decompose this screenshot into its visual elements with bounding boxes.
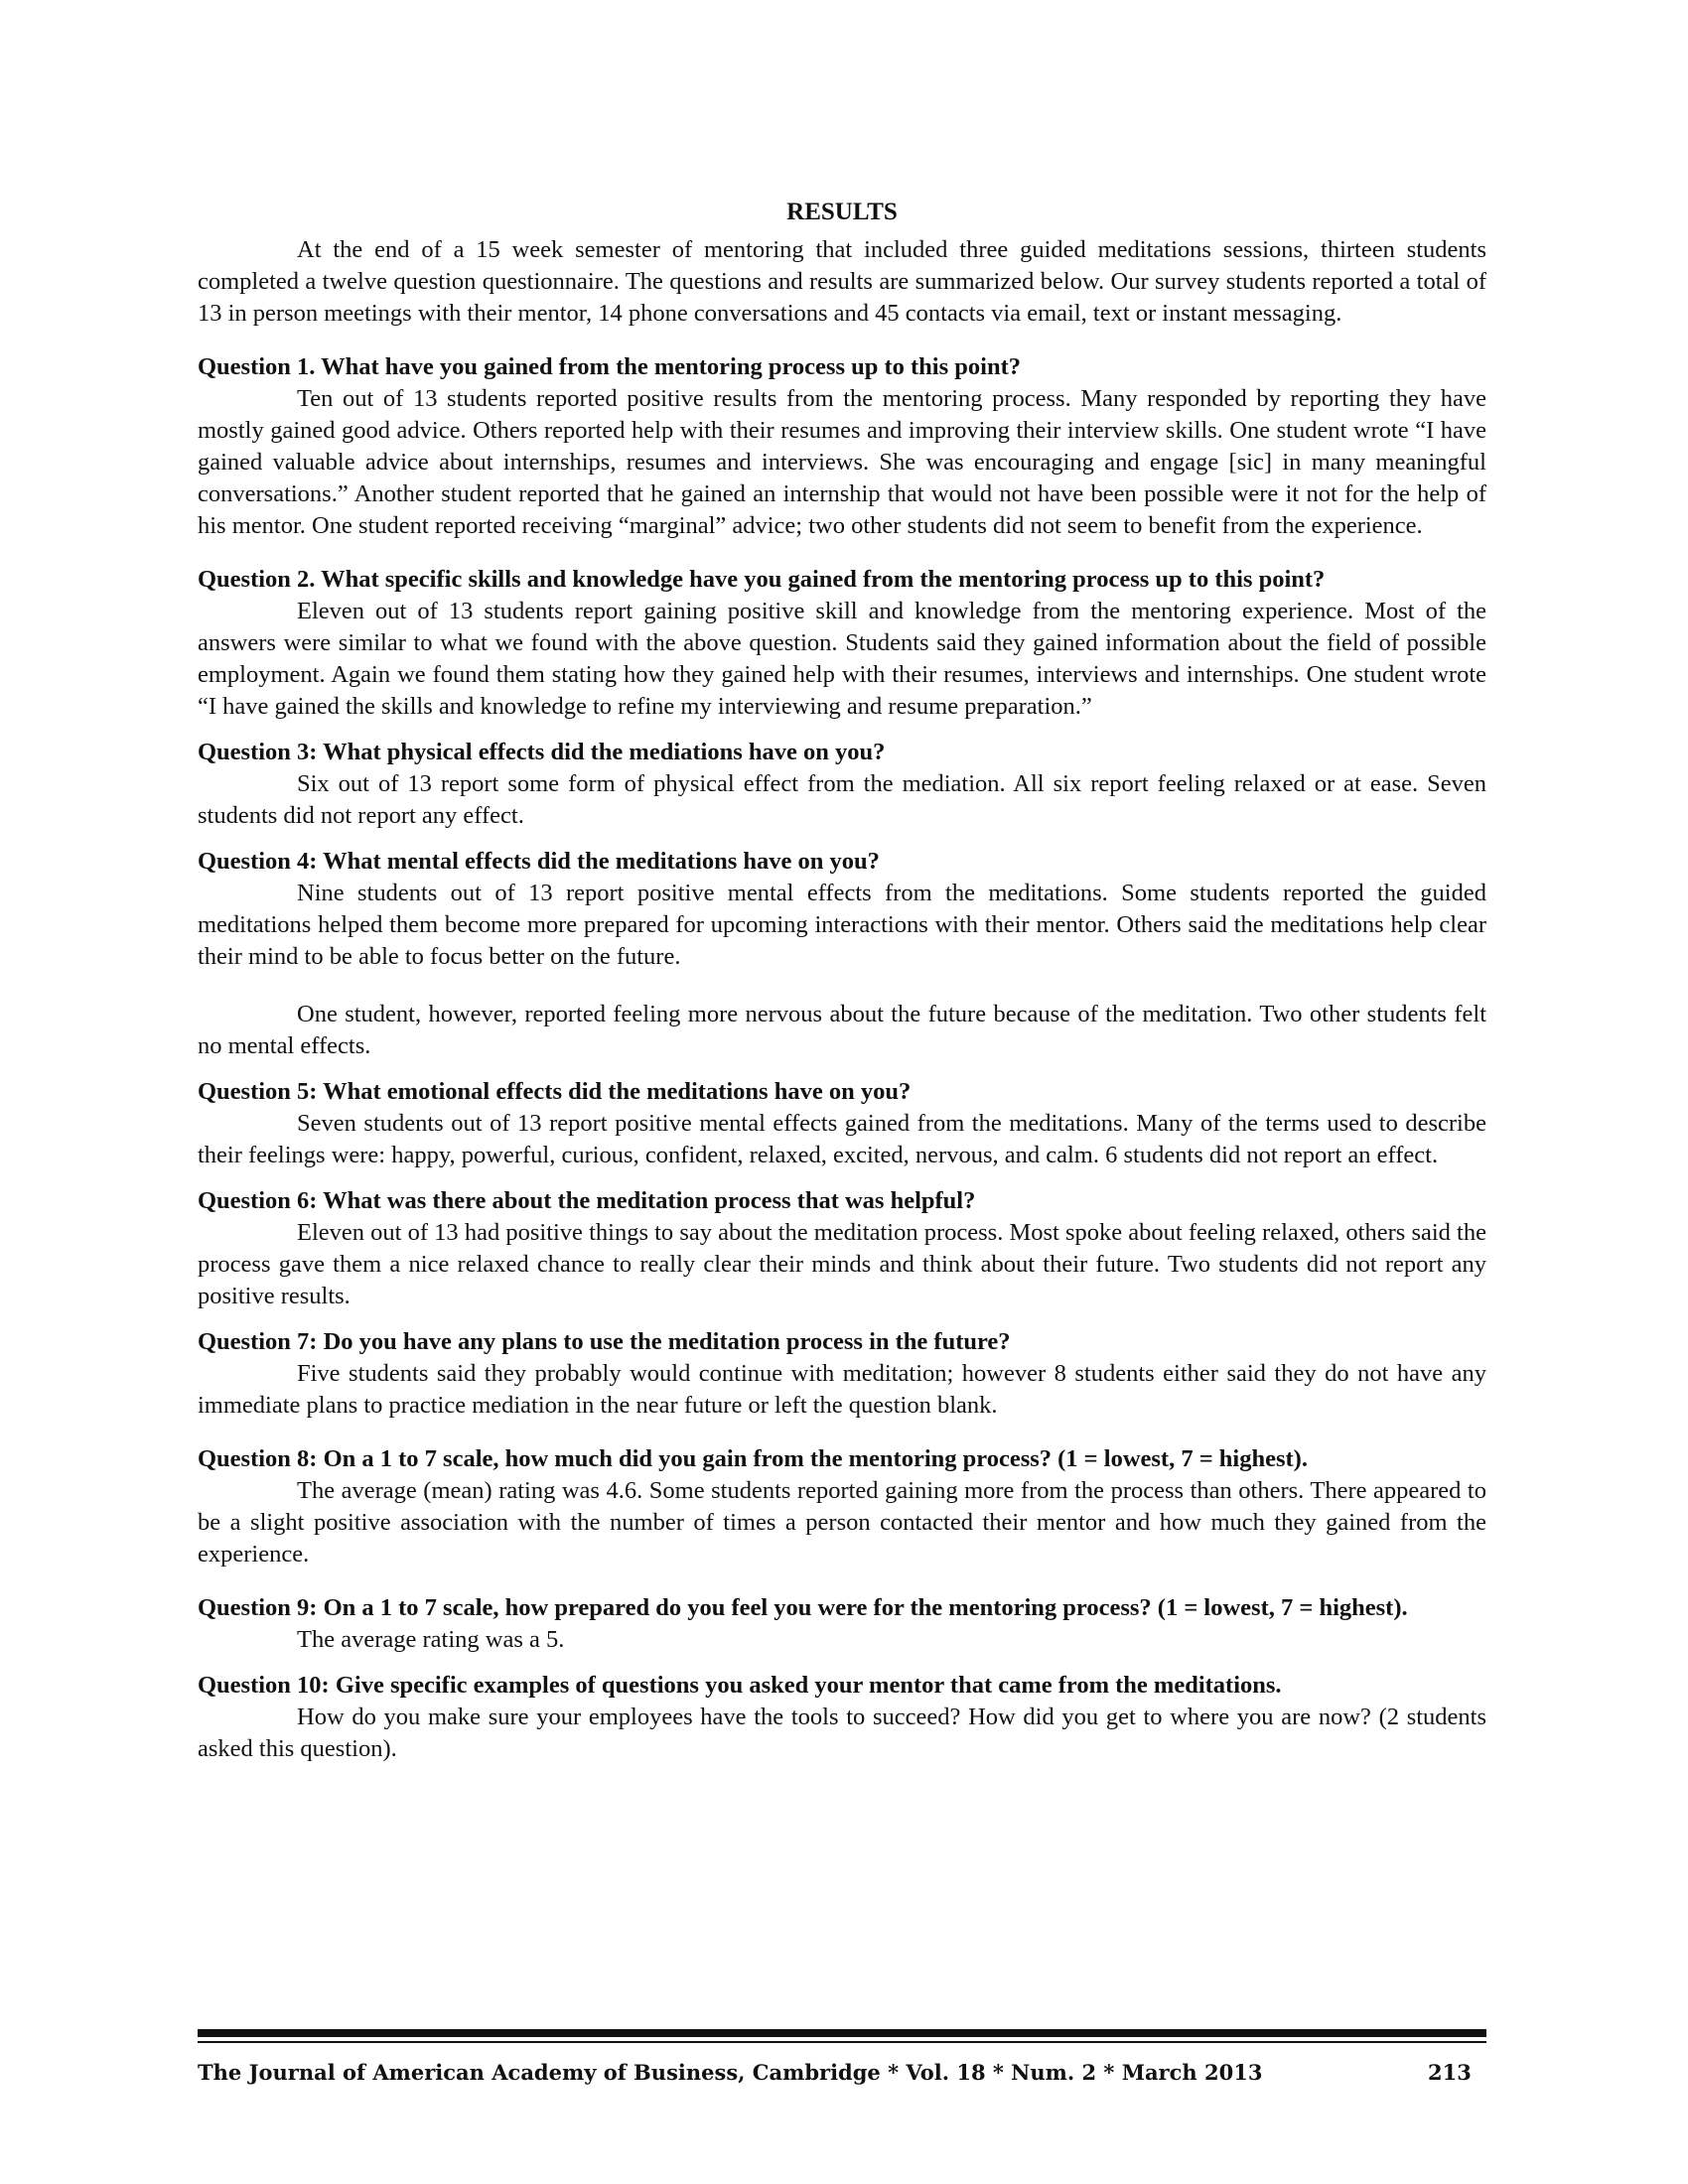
question-9-title: Question 9: On a 1 to 7 scale, how prepared do you feel you were for the mentoring process? (1 = lowest, 7 = highest). [198, 1594, 1408, 1621]
question-1-title: Question 1. What have you gained from the mentoring process up to this point? [198, 353, 1021, 380]
section-heading: RESULTS [786, 199, 898, 225]
question-4-answer-continued: One student, however, reported feeling more nervous about the future because of the meditation. Two other students felt no mental effects. [198, 1001, 1486, 1059]
question-9-block [198, 1592, 1486, 1656]
question-4-block [198, 846, 1486, 1062]
footer-journal-citation: The Journal of American Academy of Business, Cambridge * Vol. 18 * Num. 2 * March 2013 [198, 2060, 1263, 2085]
question-4-answer: Nine students out of 13 report positive mental effects from the meditations. Some students reported the guided meditations helped them become more prepared for upcoming interactions with their mentor. Others said the meditations help clear their mind to be able to focus better on the future. [198, 880, 1486, 970]
question-8-title: Question 8: On a 1 to 7 scale, how much did you gain from the mentoring process? (1 = lowest, 7 = highest). [198, 1445, 1308, 1472]
question-6-block [198, 1185, 1486, 1312]
question-2-block [198, 564, 1486, 723]
question-3-title: Question 3: What physical effects did the mediations have on you? [198, 739, 886, 765]
footer-page-number: 213 [1428, 2060, 1472, 2085]
question-7-block [198, 1326, 1486, 1422]
question-9-answer: The average rating was a 5. [297, 1626, 565, 1653]
question-4-title: Question 4: What mental effects did the meditations have on you? [198, 848, 880, 875]
page-body [198, 197, 1486, 1765]
footer-rule-thin [198, 2041, 1486, 2043]
question-2-title: Question 2. What specific skills and knowledge have you gained from the mentoring process up to this point? [198, 566, 1326, 593]
question-5-title: Question 5: What emotional effects did the meditations have on you? [198, 1078, 912, 1105]
question-10-block [198, 1670, 1486, 1765]
question-1-answer: Ten out of 13 students reported positive results from the mentoring process. Many responded by reporting they have mostly gained good advice. Others reported help with their resumes and improving their interview skills. One student wrote “I have gained valuable advice about internships, resumes and interviews. She was encouraging and engage [sic] in many meaningful conversations.” Another student reported that he gained an internship that would not have been possible were it not for the help of his mentor. One student reported receiving “marginal” advice; two other students did not seem to benefit from the experience. [198, 385, 1486, 539]
question-5-block [198, 1076, 1486, 1171]
question-1-block [198, 351, 1486, 542]
question-10-answer: How do you make sure your employees have the tools to succeed? How did you get to where you are now? (2 students asked this question). [198, 1704, 1486, 1762]
question-2-answer: Eleven out of 13 students report gaining positive skill and knowledge from the mentoring experience. Most of the answers were similar to what we found with the above question. Students said they gained information about the field of possible employment. Again we found them stating how they gained help with their resumes, interviews and internships. One student wrote “I have gained the skills and knowledge to refine my interviewing and resume preparation.” [198, 598, 1486, 720]
question-8-answer: The average (mean) rating was 4.6. Some students reported gaining more from the process than others. There appeared to be a slight positive association with the number of times a person contacted their mentor and how much they gained from the experience. [198, 1477, 1486, 1568]
question-8-block [198, 1443, 1486, 1570]
question-6-title: Question 6: What was there about the meditation process that was helpful? [198, 1187, 976, 1214]
question-3-block [198, 737, 1486, 832]
question-3-answer: Six out of 13 report some form of physical effect from the mediation. All six report feeling relaxed or at ease. Seven students did not report any effect. [198, 770, 1486, 829]
footer-rule-thick [198, 2029, 1486, 2037]
question-6-answer: Eleven out of 13 had positive things to say about the meditation process. Most spoke about feeling relaxed, others said the process gave them a nice relaxed chance to really clear their minds and think about their future. Two students did not report any positive results. [198, 1219, 1486, 1309]
question-7-answer: Five students said they probably would continue with meditation; however 8 students either said they do not have any immediate plans to practice mediation in the near future or left the question blank. [198, 1360, 1486, 1419]
intro-paragraph: At the end of a 15 week semester of mentoring that included three guided meditations sessions, thirteen students completed a twelve question questionnaire. The questions and results are summarized below. Our survey students reported a total of 13 in person meetings with their mentor, 14 phone conversations and 45 contacts via email, text or instant messaging. [198, 236, 1486, 327]
question-7-title: Question 7: Do you have any plans to use the meditation process in the future? [198, 1328, 1011, 1355]
question-10-title: Question 10: Give specific examples of questions you asked your mentor that came from the meditations. [198, 1672, 1282, 1699]
question-5-answer: Seven students out of 13 report positive mental effects gained from the meditations. Many of the terms used to describe their feelings were: happy, powerful, curious, confident, relaxed, excited, nervous, and calm. 6 students did not report an effect. [198, 1110, 1486, 1168]
